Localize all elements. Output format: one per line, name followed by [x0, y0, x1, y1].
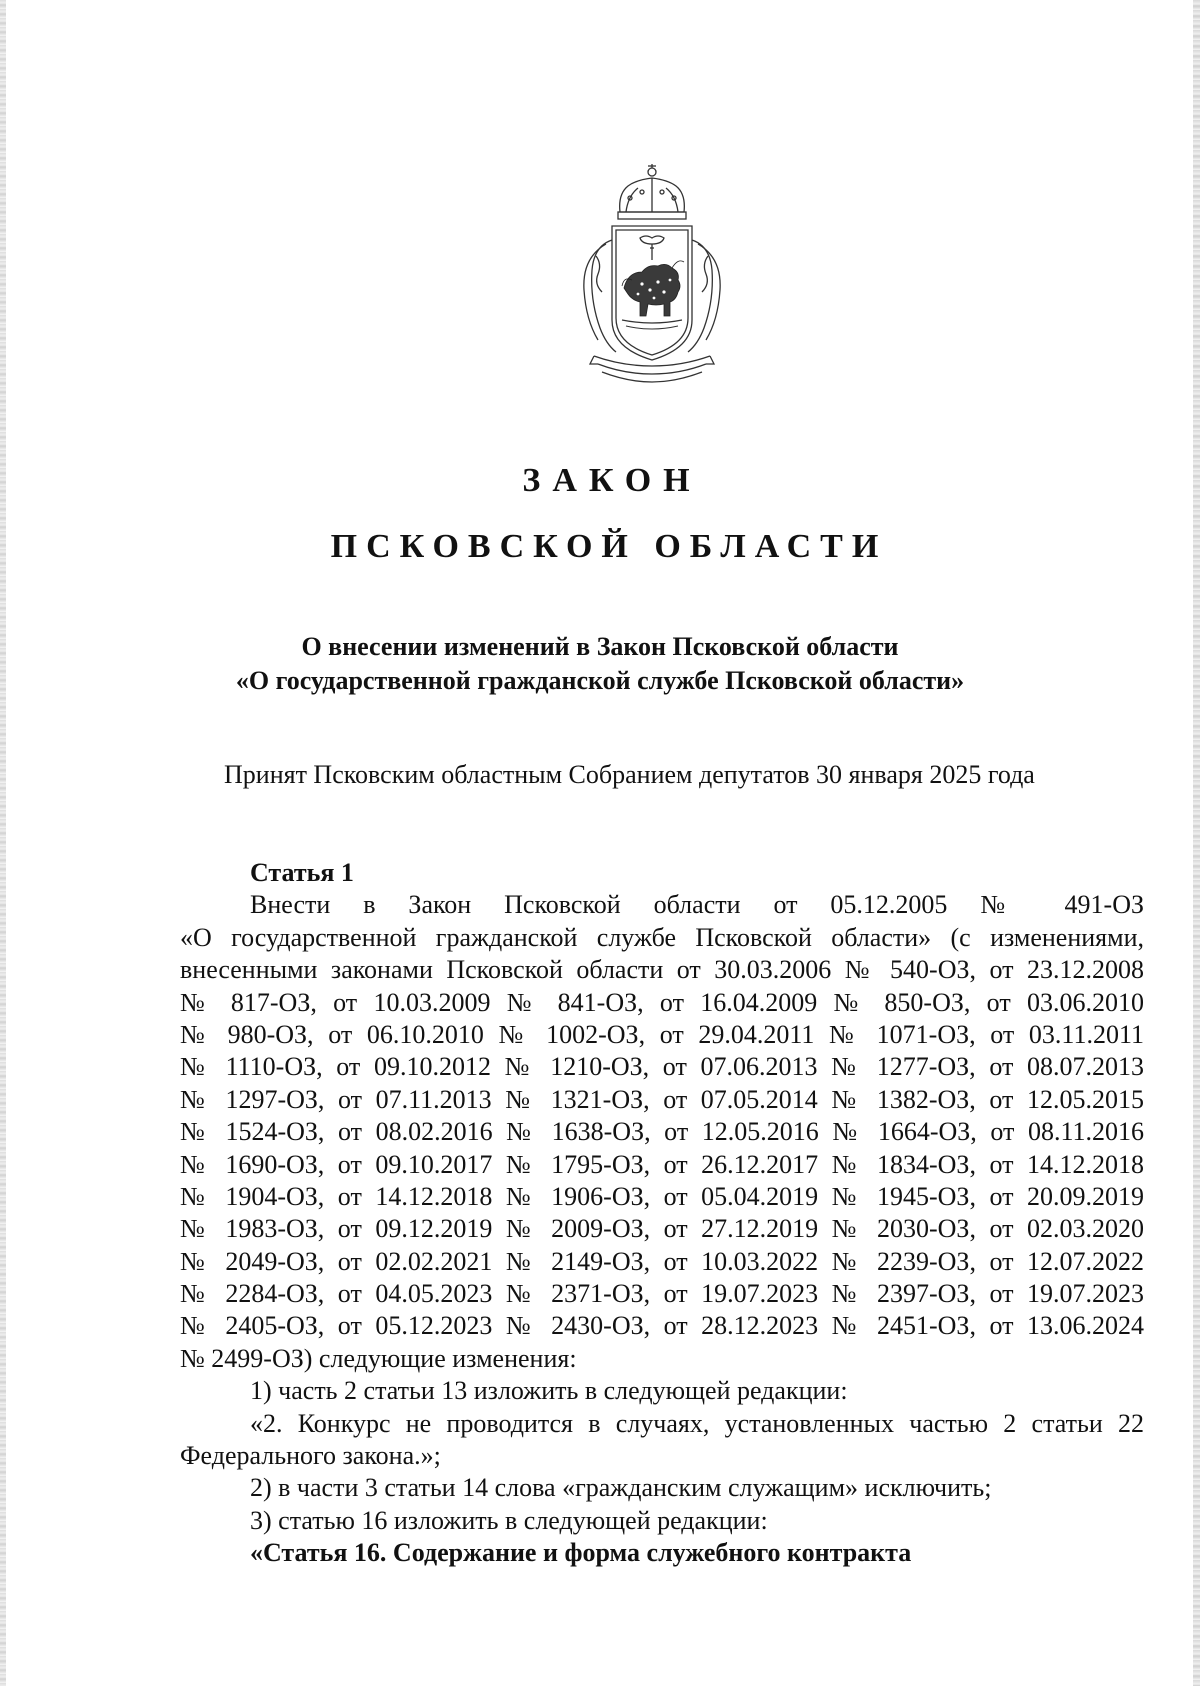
- article-line: № 2499-ОЗ) следующие изменения:: [180, 1343, 577, 1373]
- law-heading: [0, 630, 1200, 698]
- amendment-quote: «2. Конкурс не проводится в случаях, установленных частью 2 статьи 22: [250, 1408, 1144, 1438]
- issuer-title: ПСКОВСКОЙ ОБЛАСТИ: [330, 528, 888, 565]
- article-line: № 980-ОЗ, от 06.10.2010 № 1002-ОЗ, от 29.04.2011 № 1071-ОЗ, от 03.11.2011: [180, 1019, 1144, 1049]
- article-line: № 1524-ОЗ, от 08.02.2016 № 1638-ОЗ, от 12.05.2016 № 1664-ОЗ, от 08.11.2016: [180, 1117, 1144, 1147]
- article-line: № 2405-ОЗ, от 05.12.2023 № 2430-ОЗ, от 28.12.2023 № 2451-ОЗ, от 13.06.2024: [180, 1311, 1144, 1341]
- article-line: № 1983-ОЗ, от 09.12.2019 № 2009-ОЗ, от 27.12.2019 № 2030-ОЗ, от 02.03.2020: [180, 1214, 1144, 1244]
- article-line: № 1904-ОЗ, от 14.12.2018 № 1906-ОЗ, от 05.04.2019 № 1945-ОЗ, от 20.09.2019: [180, 1181, 1144, 1211]
- new-article-16-title: «Статья 16. Содержание и форма служебного контракта: [250, 1538, 912, 1568]
- article-line: № 1297-ОЗ, от 07.11.2013 № 1321-ОЗ, от 07.05.2014 № 1382-ОЗ, от 12.05.2015: [180, 1084, 1144, 1114]
- article-line: № 2049-ОЗ, от 02.02.2021 № 2149-ОЗ, от 10.03.2022 № 2239-ОЗ, от 12.07.2022: [180, 1246, 1144, 1276]
- article-title: Статья 1: [250, 858, 354, 887]
- amendment-item-1: 1) часть 2 статьи 13 изложить в следующей редакции:: [250, 1376, 848, 1406]
- article-line: внесенными законами Псковской области от 30.03.2006 № 540-ОЗ, от 23.12.2008: [180, 955, 1144, 985]
- document-type-title: ЗАКОН: [522, 462, 702, 499]
- law-heading-line1: О внесении изменений в Закон Псковской области: [301, 632, 899, 661]
- article-line: № 1110-ОЗ, от 09.10.2012 № 1210-ОЗ, от 07.06.2013 № 1277-ОЗ, от 08.07.2013: [180, 1052, 1144, 1082]
- coat-of-arms-emblem: [572, 160, 732, 396]
- adoption-note: Принят Псковским областным Собранием депутатов 30 января 2025 года: [224, 760, 1035, 789]
- article-line: Внести в Закон Псковской области от 05.12.2005 № 491-ОЗ: [250, 890, 1144, 920]
- article-line: «О государственной гражданской службе Псковской области» (с изменениями,: [180, 922, 1144, 952]
- scan-edge-left: [0, 0, 6, 1686]
- amendment-quote-end: Федерального закона.»;: [180, 1441, 441, 1471]
- amendment-item-3: 3) статью 16 изложить в следующей редакции:: [250, 1505, 768, 1535]
- article-line: № 2284-ОЗ, от 04.05.2023 № 2371-ОЗ, от 19.07.2023 № 2397-ОЗ, от 19.07.2023: [180, 1279, 1144, 1309]
- article-line: № 1690-ОЗ, от 09.10.2017 № 1795-ОЗ, от 26.12.2017 № 1834-ОЗ, от 14.12.2018: [180, 1149, 1144, 1179]
- amendment-item-2: 2) в части 3 статьи 14 слова «гражданским служащим» исключить;: [250, 1473, 992, 1503]
- law-heading-line2: «О государственной гражданской службе Псковской области»: [235, 666, 965, 695]
- article-line: № 817-ОЗ, от 10.03.2009 № 841-ОЗ, от 16.04.2009 № 850-ОЗ, от 03.06.2010: [180, 987, 1144, 1017]
- scan-edge-right: [1193, 0, 1200, 1686]
- article-1: [180, 857, 1144, 1570]
